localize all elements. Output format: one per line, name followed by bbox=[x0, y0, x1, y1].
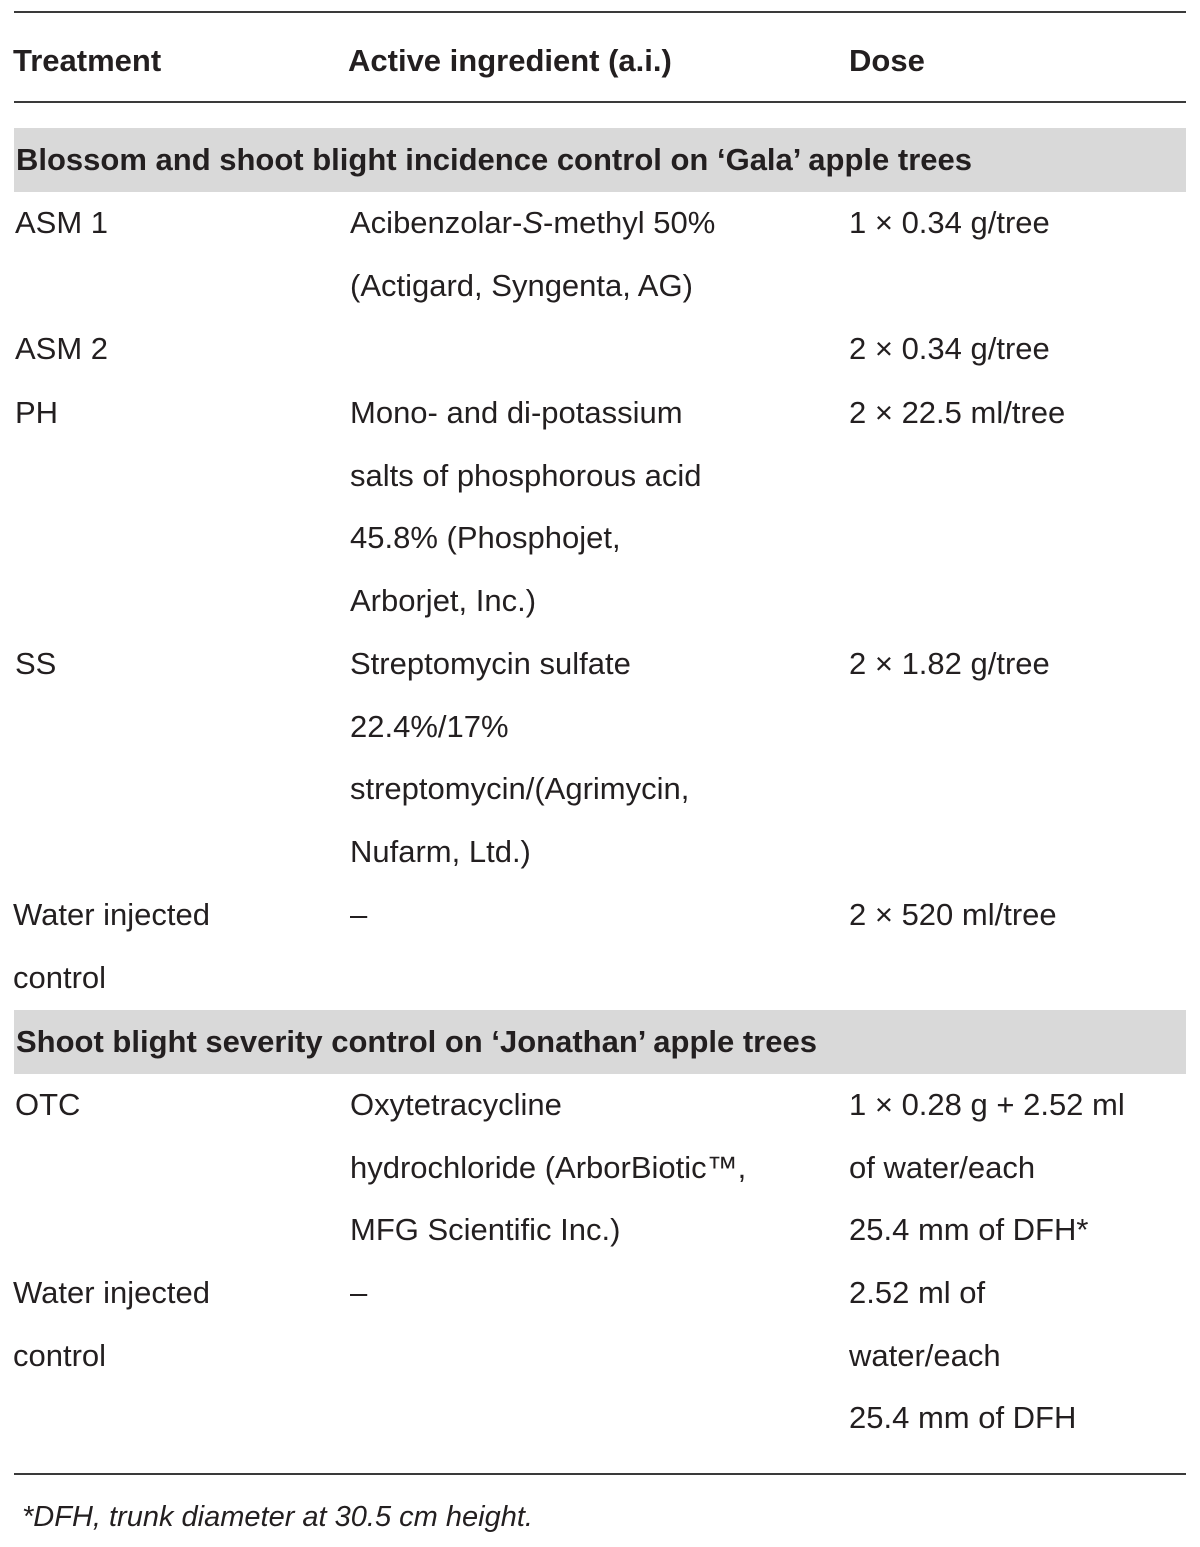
table-row-dose bbox=[849, 1262, 1076, 1450]
cell-line: Water injected bbox=[13, 1275, 210, 1310]
cell-line: 2.52 ml of bbox=[849, 1275, 986, 1310]
table-row-ingredient bbox=[350, 633, 689, 883]
cell-line: water/each bbox=[849, 1337, 1001, 1373]
italic-s: S bbox=[522, 205, 543, 240]
cell-line: 2 × 22.5 ml/tree bbox=[849, 395, 1066, 430]
table-row-treatment bbox=[15, 1074, 80, 1137]
cell-line: 1 × 0.28 g + 2.52 ml bbox=[849, 1087, 1125, 1122]
cell-line: 25.4 mm of DFH bbox=[849, 1400, 1077, 1435]
table-row-dose bbox=[849, 192, 1050, 255]
cell-line: Arborjet, Inc.) bbox=[350, 582, 537, 618]
cell-line: Mono- and di-potassium bbox=[350, 395, 683, 430]
cell-line: 25.4 mm of DFH* bbox=[849, 1212, 1089, 1247]
cell-text: Acibenzolar- bbox=[350, 205, 523, 240]
cell-line: 2 × 0.34 g/tree bbox=[849, 331, 1050, 366]
cell-text: -methyl 50% bbox=[543, 205, 716, 240]
cell-line bbox=[350, 192, 715, 255]
cell-line: 45.8% (Phosphojet, bbox=[350, 520, 621, 555]
cell-line: (Actigard, Syngenta, AG) bbox=[350, 267, 693, 303]
cell-line: – bbox=[350, 1275, 368, 1310]
table-row-treatment bbox=[13, 884, 210, 1009]
header-dose: Dose bbox=[849, 43, 925, 78]
table-row-ingredient bbox=[350, 1262, 367, 1325]
cell-line: 2 × 520 ml/tree bbox=[849, 897, 1057, 932]
table-row-dose bbox=[849, 633, 1050, 696]
cell-line: ASM 1 bbox=[15, 205, 109, 240]
table-row-dose bbox=[849, 884, 1057, 947]
table-row-treatment bbox=[15, 633, 56, 696]
table-row-ingredient bbox=[350, 884, 367, 947]
cell-line: 22.4%/17% bbox=[350, 708, 509, 744]
cell-line: streptomycin/(Agrimycin, bbox=[350, 771, 690, 806]
table-bottom-rule bbox=[14, 1473, 1186, 1475]
cell-line: Water injected bbox=[13, 897, 210, 932]
cell-line: Nufarm, Ltd.) bbox=[350, 833, 531, 869]
cell-line: Oxytetracycline bbox=[350, 1087, 562, 1122]
footnote: *DFH, trunk diameter at 30.5 cm height. bbox=[22, 1501, 533, 1533]
cell-line: Streptomycin sulfate bbox=[350, 646, 631, 681]
table-row-treatment bbox=[15, 192, 108, 255]
cell-line: PH bbox=[15, 395, 59, 430]
table-row-dose bbox=[849, 1074, 1125, 1262]
cell-line: OTC bbox=[15, 1087, 81, 1122]
cell-line: MFG Scientific Inc.) bbox=[350, 1212, 621, 1247]
cell-line: control bbox=[13, 1337, 107, 1373]
table-row-dose bbox=[849, 382, 1065, 445]
table-top-rule bbox=[14, 11, 1186, 13]
cell-line: salts of phosphorous acid bbox=[350, 457, 702, 493]
header-active-ingredient: Active ingredient (a.i.) bbox=[348, 43, 672, 78]
table-row-ingredient bbox=[350, 382, 702, 632]
cell-line: hydrochloride (ArborBiotic™, bbox=[350, 1149, 747, 1185]
cell-line: SS bbox=[15, 646, 57, 681]
section-title: Shoot blight severity control on ‘Jonathan’ apple trees bbox=[16, 1024, 817, 1059]
cell-line: control bbox=[13, 959, 107, 995]
cell-line: ASM 2 bbox=[15, 331, 109, 366]
cell-line: – bbox=[350, 897, 368, 932]
cell-line: 1 × 0.34 g/tree bbox=[849, 205, 1050, 240]
table-row-treatment bbox=[15, 382, 58, 445]
cell-line: of water/each bbox=[849, 1149, 1036, 1185]
table-row-treatment bbox=[13, 1262, 210, 1387]
table-row-treatment bbox=[15, 318, 108, 381]
table-row-ingredient bbox=[350, 192, 715, 317]
header-treatment: Treatment bbox=[13, 43, 162, 78]
section-header-jonathan bbox=[14, 1010, 1186, 1074]
header-rule bbox=[14, 101, 1186, 103]
section-header-gala bbox=[14, 128, 1186, 192]
table-row-ingredient bbox=[350, 1074, 746, 1262]
cell-line: 2 × 1.82 g/tree bbox=[849, 646, 1050, 681]
section-title: Blossom and shoot blight incidence control on ‘Gala’ apple trees bbox=[16, 142, 972, 177]
table-row-dose bbox=[849, 318, 1050, 381]
